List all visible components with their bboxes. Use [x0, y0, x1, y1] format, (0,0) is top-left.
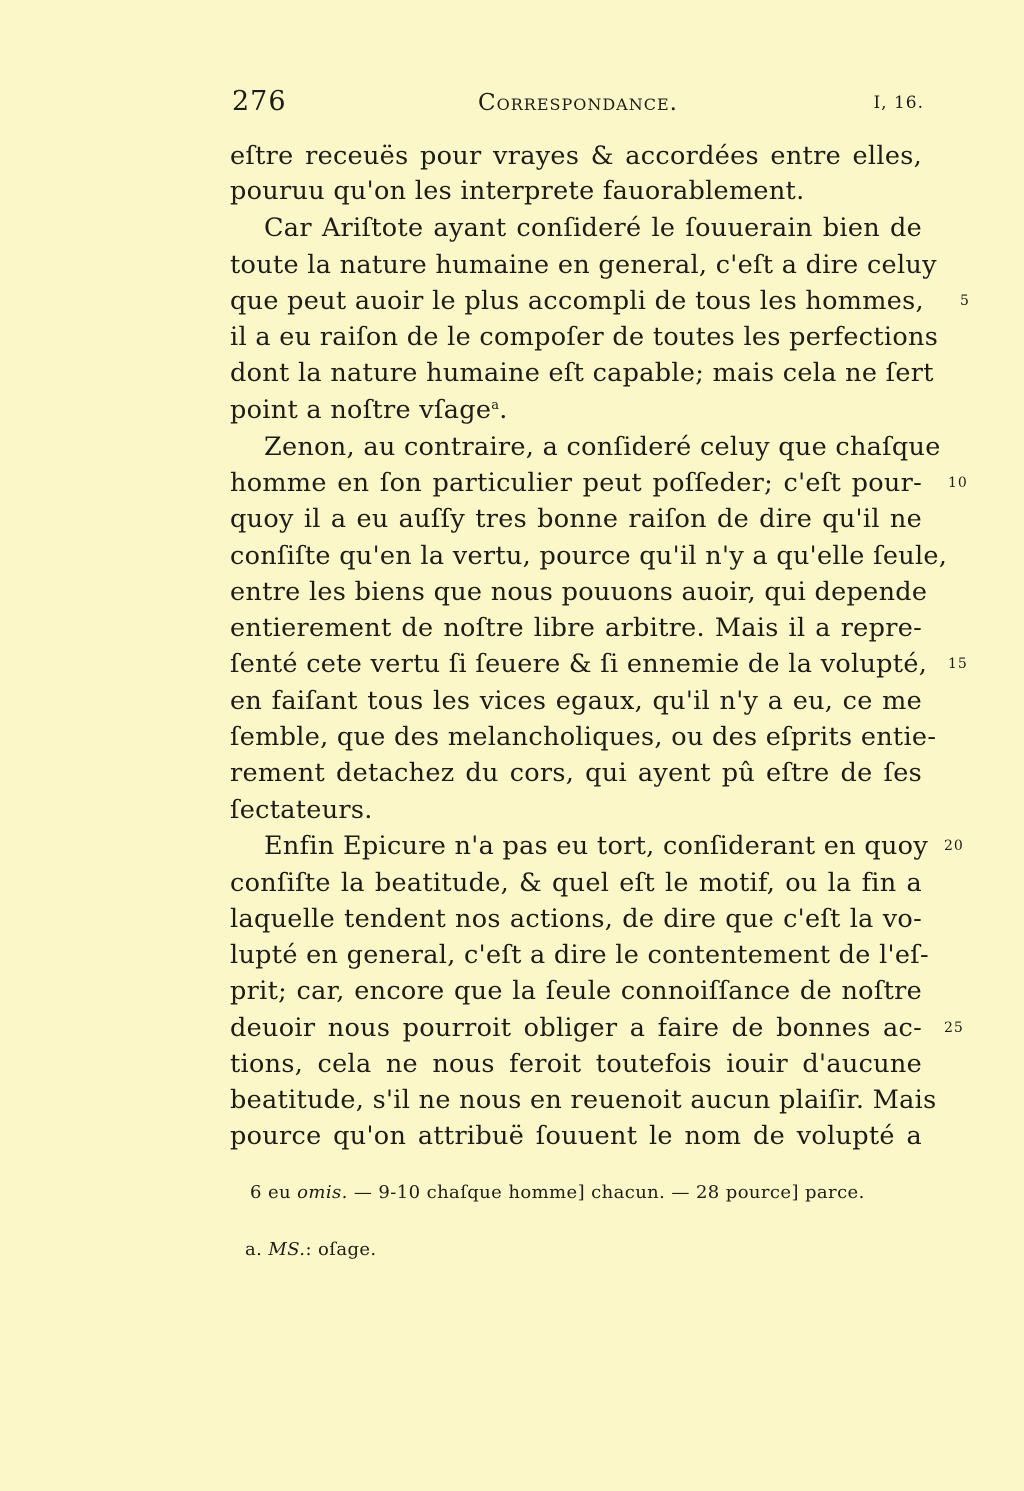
text-line: toute la nature humaine en general, c'eſt a dire celuy — [230, 250, 937, 280]
text-line: prit; car, encore que la ſeule connoiſſance de noſtre — [230, 976, 922, 1006]
text-line: conſiſte la beatitude, & quel eſt le motif, ou la fin a — [230, 868, 922, 898]
line-number: 25 — [944, 1020, 964, 1036]
text-line: eſtre receuës pour vrayes & accordées entre elles, — [230, 141, 922, 171]
text-line: que peut auoir le plus accompli de tous les hommes, — [230, 286, 924, 316]
text-line-content: point a noſtre vſage — [230, 395, 492, 425]
variant-text: — 9-10 chaſque homme] chacun. — 28 pource] parce. — [353, 1182, 865, 1203]
variant-readings — [250, 1180, 865, 1206]
text-line: beatitude, s'il ne nous en reuenoit aucun plaiſir. Mais — [230, 1085, 937, 1115]
footnote-label: a. — [245, 1239, 263, 1260]
footnote-source: MS. — [268, 1239, 306, 1260]
text-line: conſiſte qu'en la vertu, pource qu'il n'y a qu'elle ſeule, — [230, 541, 948, 571]
text-line: laquelle tendent nos actions, de dire que c'eſt la vo- — [230, 904, 922, 934]
variant-omission: omis. — [297, 1182, 348, 1203]
footnote-text: : oſage. — [305, 1239, 377, 1260]
page-header — [232, 86, 924, 126]
line-number: 15 — [948, 656, 968, 672]
line-number: 20 — [944, 838, 964, 854]
text-line: pource qu'on attribuë ſouuent le nom de volupté a — [230, 1121, 922, 1151]
text-line: entierement de noſtre libre arbitre. Mais il a repre- — [230, 613, 922, 643]
text-line: il a eu raiſon de le compoſer de toutes les perfections — [230, 322, 939, 352]
text-line: ſemble, que des melancholiques, ou des eſprits entie- — [230, 722, 937, 752]
text-line: Enfin Epicure n'a pas eu tort, conſiderant en quoy — [264, 831, 929, 861]
text-line: Zenon, au contraire, a conſideré celuy que chaſque — [264, 432, 941, 462]
text-line: entre les biens que nous pouuons auoir, qui depende — [230, 577, 928, 607]
text-line: en faiſant tous les vices egaux, qu'il n'y a eu, ce me — [230, 686, 922, 716]
text-line: homme en ſon particulier peut poſſeder; c'eſt pour- — [230, 468, 922, 498]
line-number: 5 — [960, 293, 970, 309]
variant-line-ref: 6 eu — [250, 1182, 292, 1203]
section-reference: I, 16. — [873, 93, 924, 113]
text-line: dont la nature humaine eſt capable; mais cela ne ſert — [230, 358, 934, 388]
footnote — [245, 1237, 377, 1263]
text-line: rement detachez du cors, qui ayent pû eſtre de ſes — [230, 758, 922, 788]
note-marker: a — [491, 398, 500, 413]
text-line: ſenté cete vertu ſi ſeuere & ſi ennemie de la volupté, — [230, 649, 928, 679]
text-line: deuoir nous pourroit obliger a faire de bonnes ac- — [230, 1013, 922, 1043]
text-line: lupté en general, c'eſt a dire le contentement de l'eſ- — [230, 940, 929, 970]
text-line: pouruu qu'on les interprete fauorablement. — [230, 176, 805, 206]
text-line: tions, cela ne nous feroit toutefois iouir d'aucune — [230, 1049, 922, 1079]
running-title: Correspondance. — [478, 90, 678, 116]
text-line: ſectateurs. — [230, 795, 373, 825]
text-line: Car Ariſtote ayant conſideré le ſouuerain bien de — [264, 213, 922, 243]
line-number: 10 — [948, 475, 968, 491]
text-line: quoy il a eu auſſy tres bonne raiſon de dire qu'il ne — [230, 504, 922, 534]
page-number: 276 — [232, 86, 287, 117]
text-line: point a noſtre vſage$^a$. — [230, 395, 508, 425]
